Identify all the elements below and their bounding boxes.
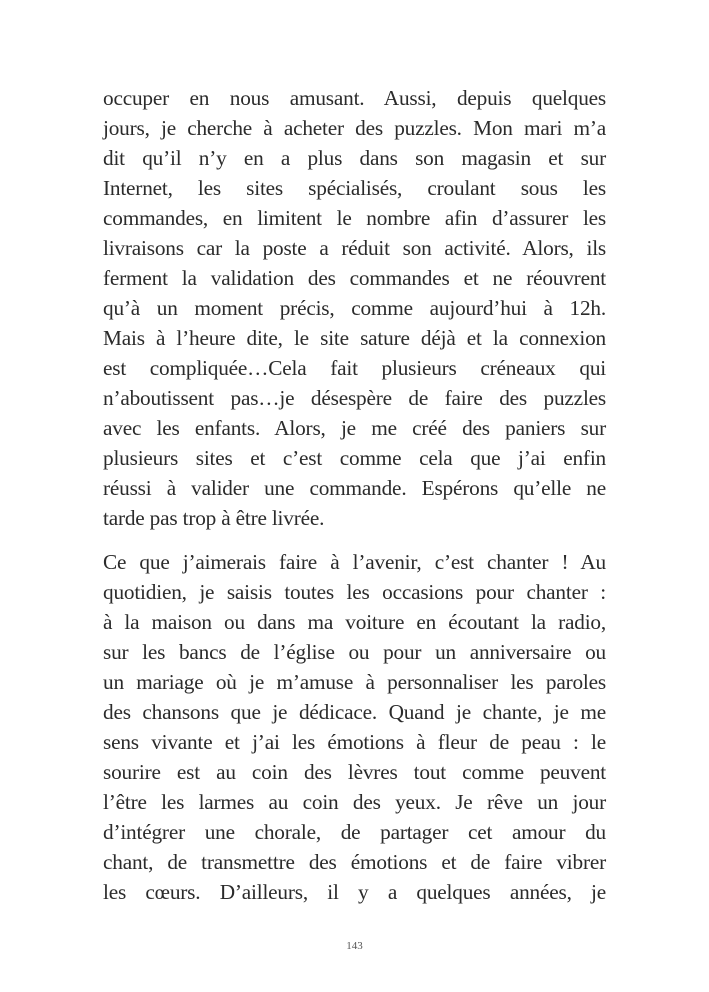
text-line: n’aboutissent pas…je désespère de faire des puzzles <box>103 386 606 410</box>
paragraph-2 <box>103 547 606 907</box>
text-line: plusieurs sites et c’est comme cela que j’ai enfin <box>103 446 606 470</box>
text-line: l’être les larmes au coin des yeux. Je rêve un jour <box>103 790 606 814</box>
text-line: chant, de transmettre des émotions et de faire vibrer <box>103 850 606 874</box>
text-line: livraisons car la poste a réduit son activité. Alors, ils <box>103 236 606 260</box>
text-line: Mais à l’heure dite, le site sature déjà et la connexion <box>103 326 606 350</box>
paragraph-1 <box>103 83 606 533</box>
text-line: est compliquée…Cela fait plusieurs créneaux qui <box>103 356 606 380</box>
text-line: jours, je cherche à acheter des puzzles. Mon mari m’a <box>103 116 606 140</box>
text-line: Ce que j’aimerais faire à l’avenir, c’est chanter ! Au <box>103 550 606 574</box>
text-line: sens vivante et j’ai les émotions à fleur de peau : le <box>103 730 606 754</box>
text-line: tarde pas trop à être livrée. <box>103 506 325 530</box>
page-number: 143 <box>346 940 363 952</box>
text-line: à la maison ou dans ma voiture en écoutant la radio, <box>103 610 606 634</box>
text-line: Internet, les sites spécialisés, croulant sous les <box>103 176 606 200</box>
text-line: avec les enfants. Alors, je me créé des paniers sur <box>103 416 606 440</box>
text-line: sourire est au coin des lèvres tout comme peuvent <box>103 760 606 784</box>
text-line: réussi à valider une commande. Espérons qu’elle ne <box>103 476 606 500</box>
text-line: dit qu’il n’y en a plus dans son magasin et sur <box>103 146 606 170</box>
text-line: les cœurs. D’ailleurs, il y a quelques années, je <box>103 880 606 904</box>
text-line: commandes, en limitent le nombre afin d’assurer les <box>103 206 606 230</box>
text-line: d’intégrer une chorale, de partager cet amour du <box>103 820 606 844</box>
text-line: sur les bancs de l’église ou pour un anniversaire ou <box>103 640 606 664</box>
text-line: occuper en nous amusant. Aussi, depuis quelques <box>103 86 606 110</box>
text-line: quotidien, je saisis toutes les occasions pour chanter : <box>103 580 606 604</box>
text-line: ferment la validation des commandes et ne réouvrent <box>103 266 606 290</box>
text-line: qu’à un moment précis, comme aujourd’hui à 12h. <box>103 296 606 320</box>
text-line: un mariage où je m’amuse à personnaliser les paroles <box>103 670 606 694</box>
text-line: des chansons que je dédicace. Quand je chante, je me <box>103 700 606 724</box>
